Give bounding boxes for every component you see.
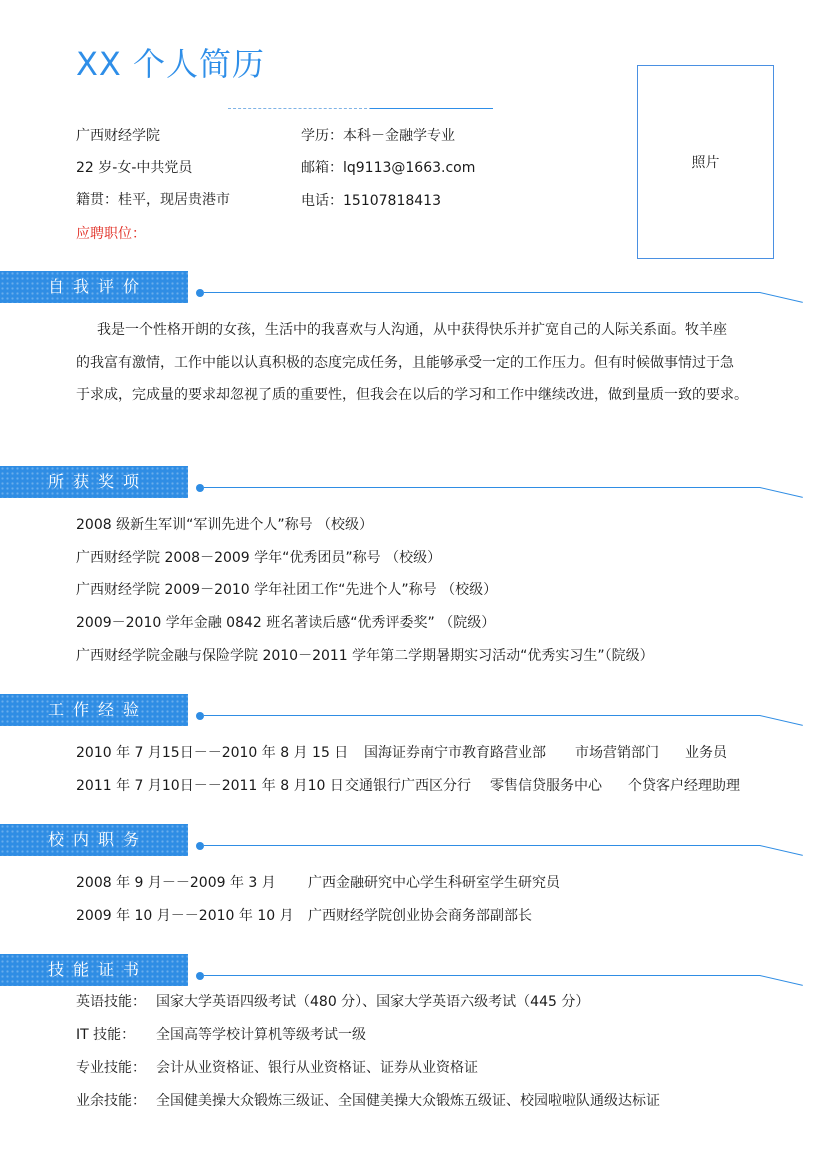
- photo-placeholder: [637, 65, 774, 259]
- award-item: 广西财经学院金融与保险学院 2010－2011 学年第二学期暑期实习活动“优秀实习生”（院级）: [76, 648, 654, 664]
- skill-label: 专业技能：: [76, 1060, 146, 1076]
- self-eval-line: 于求成，完成量的要求却忽视了质的重要性，但我会在以后的学习和工作中继续改进，做到量质一致的要求。: [76, 387, 748, 403]
- work-org: 交通银行广西区分行: [345, 778, 471, 794]
- hometown-text: 籍贯：桂平，现居贵港市: [76, 192, 230, 208]
- award-item: 2009－2010 学年金融 0842 班名著读后感“优秀评委奖” （院级）: [76, 615, 496, 631]
- section-header-self-eval: 自我评价: [0, 271, 188, 303]
- section-line: [204, 715, 760, 716]
- section-dot: [196, 484, 204, 492]
- skill-label: 英语技能：: [76, 994, 146, 1010]
- section-line: [204, 845, 760, 846]
- email-text: 邮箱：lq9113@1663.com: [301, 160, 476, 176]
- section-line: [204, 975, 760, 976]
- work-dept: 市场营销部门: [575, 745, 659, 761]
- skill-value: 全国高等学校计算机等级考试一级: [156, 1027, 366, 1043]
- campus-desc: 广西财经学院创业协会商务部副部长: [308, 908, 532, 924]
- section-line-end: [760, 715, 803, 726]
- self-eval-line: 的我富有激情，工作中能以认真积极的态度完成任务，且能够承受一定的工作压力。但有时候做事情过于急: [76, 355, 734, 371]
- skill-value: 国家大学英语四级考试（480 分）、国家大学英语六级考试（445 分）: [156, 994, 590, 1010]
- section-line: [204, 292, 760, 293]
- position-label: 应聘职位：: [76, 226, 146, 242]
- skill-value: 全国健美操大众锻炼三级证、全国健美操大众锻炼五级证、校园啦啦队通级达标证: [156, 1093, 660, 1109]
- personal-text: 22 岁-女-中共党员: [76, 160, 193, 176]
- self-eval-line: 我是一个性格开朗的女孩，生活中的我喜欢与人沟通，从中获得快乐并扩宽自己的人际关系面。牧羊座: [97, 322, 727, 338]
- school-text: 广西财经学院: [76, 128, 160, 144]
- phone-text: 电话：15107818413: [301, 193, 441, 209]
- section-header-work: 工作经验: [0, 694, 188, 726]
- section-dot: [196, 972, 204, 980]
- award-item: 2008 级新生军训“军训先进个人”称号 （校级）: [76, 517, 374, 533]
- section-line-end: [760, 292, 803, 303]
- section-line-end: [760, 845, 803, 856]
- resume-title: XX 个人简历: [76, 45, 266, 83]
- section-line: [204, 487, 760, 488]
- work-dept: 零售信贷服务中心: [490, 778, 602, 794]
- section-header-campus: 校内职务: [0, 824, 188, 856]
- section-line-end: [760, 487, 803, 498]
- campus-date: 2009 年 10 月－－2010 年 10 月: [76, 908, 294, 924]
- work-date: 2011 年 7 月10日－－2011 年 8 月10 日: [76, 778, 344, 794]
- photo-label: 照片: [691, 155, 720, 171]
- campus-desc: 广西金融研究中心学生科研室学生研究员: [308, 875, 560, 891]
- work-date: 2010 年 7 月15日－－2010 年 8 月 15 日: [76, 745, 349, 761]
- section-dot: [196, 842, 204, 850]
- award-item: 广西财经学院 2009－2010 学年社团工作“先进个人”称号 （校级）: [76, 582, 498, 598]
- section-dot: [196, 712, 204, 720]
- section-header-skills: 技能证书: [0, 954, 188, 986]
- work-role: 个贷客户经理助理: [628, 778, 740, 794]
- skill-label: 业余技能：: [76, 1093, 146, 1109]
- skill-value: 会计从业资格证、银行从业资格证、证券从业资格证: [156, 1060, 478, 1076]
- campus-date: 2008 年 9 月－－2009 年 3 月: [76, 875, 276, 891]
- section-dot: [196, 289, 204, 297]
- skill-label: IT 技能：: [76, 1027, 136, 1043]
- award-item: 广西财经学院 2008－2009 学年“优秀团员”称号 （校级）: [76, 550, 442, 566]
- title-underline-accent: [370, 108, 493, 109]
- section-line-end: [760, 975, 803, 986]
- education-text: 学历：本科－金融学专业: [301, 128, 455, 144]
- work-role: 业务员: [685, 745, 727, 761]
- section-header-awards: 所获奖项: [0, 466, 188, 498]
- work-org: 国海证券南宁市教育路营业部: [364, 745, 546, 761]
